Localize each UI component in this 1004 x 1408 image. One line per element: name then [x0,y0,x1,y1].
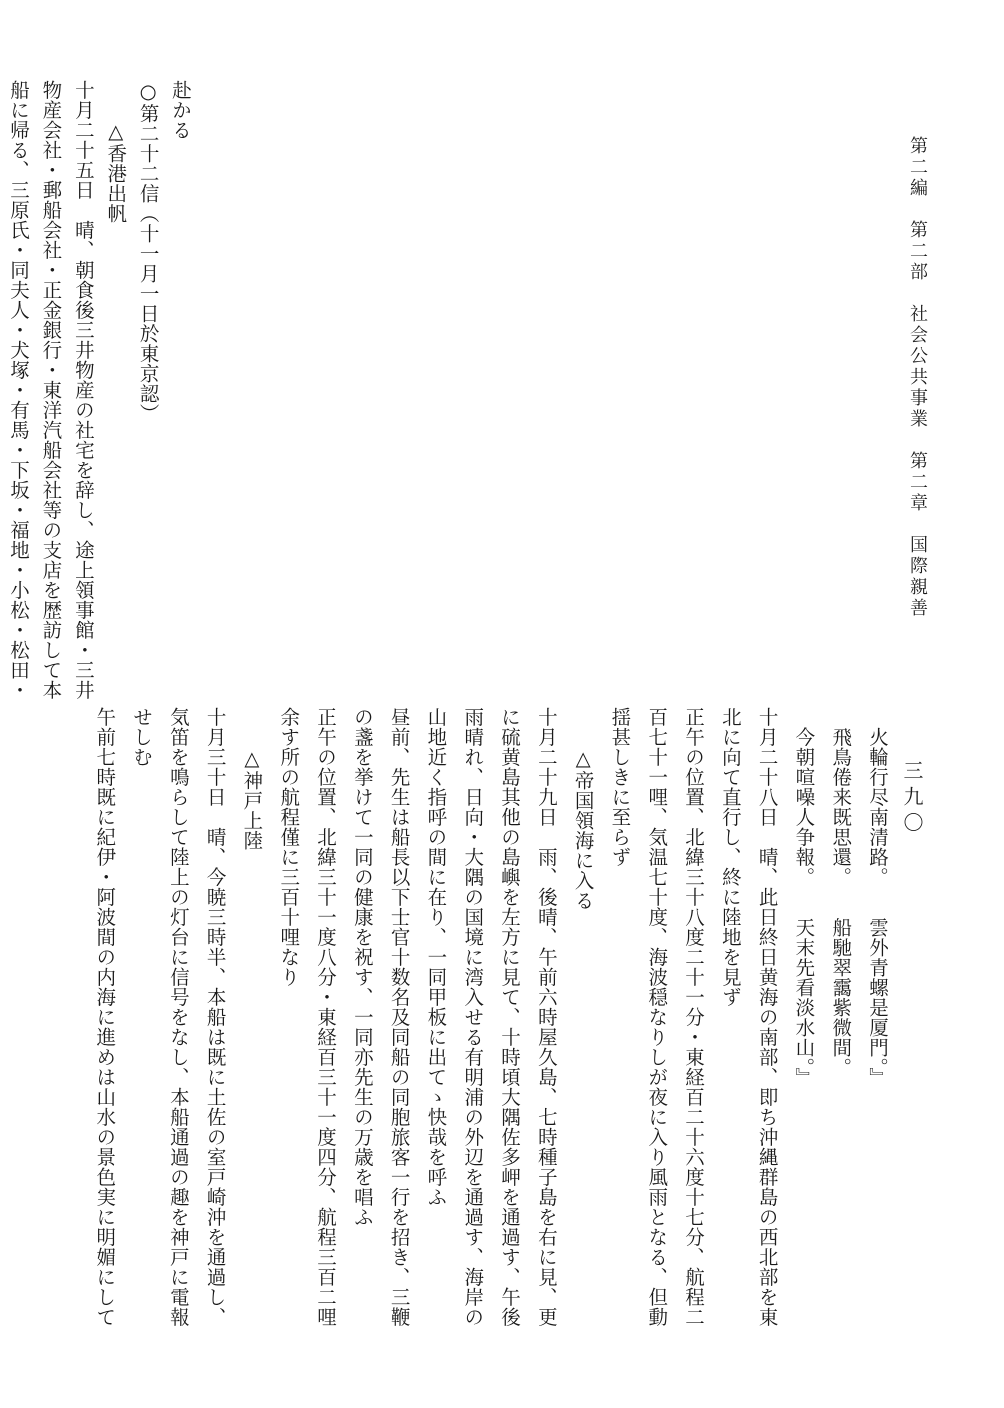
page-number: 三九〇 [900,760,924,838]
lower-text-column: 山地近く指呼の間に在り、一同甲板に出てゝ快哉を呼ふ [424,707,448,1207]
lower-text-column: 正午の位置、北緯三十一度八分・東経百三十一度四分、航程三百二哩 [314,707,337,1327]
lower-text-column: 揺甚しきに至らず [608,707,632,867]
lower-text-column: 気笛を鳴らして陸上の灯台に信号をなし、本船通過の趣を神戸に電報 [166,707,190,1327]
upper-text-column: 船に帰る、三原氏・同夫人・犬塚・有馬・下坂・福地・小松・松田・ [7,80,30,700]
lower-text-column: の盞を挙けて一同の健康を祝す、一同亦先生の万歳を唱ふ [350,707,374,1227]
lower-text-column: △帝国領海に入る [571,707,595,911]
lower-text-column: 雨晴れ、日向・大隅の国境に湾入せる有明浦の外辺を通過す、海岸の [461,707,485,1327]
lower-text-column: 北に向て直行し、終に陸地を見ず [718,707,742,1007]
lower-text-column: 火輪行尽南清路。 雲外青螺是厦門。』 [866,707,889,1088]
lower-text-column: 午前七時既に紀伊・阿波間の内海に進めは山水の景色実に明媚にして [93,707,117,1327]
running-head: 第二編 第二部 社会公共事業 第二章 国際親善 [907,136,928,619]
lower-text-column: 十月二十八日 晴、此日終日黄海の南部、即ち沖縄群島の西北部を東 [755,707,779,1327]
upper-text-column: 十月二十五日 晴、朝食後三井物産の社宅を辞し、途上領事館・三井 [71,80,95,700]
lower-text-column: 十月二十九日 雨、後晴、午前六時屋久島、七時種子島を右に見、更 [534,707,558,1327]
lower-text-column: 飛鳥倦来既思還。 船馳翠靄紫微間。 [829,707,853,1078]
lower-text-column: に硫黄島其他の島嶼を左方に見て、十時頃大隅佐多岬を通過す、午後 [498,707,521,1327]
upper-text-column: ○第二十二信（十一月一日於東京認） [136,80,160,424]
upper-text-column: 物産会社・郵船会社・正金銀行・東洋汽船会社等の支店を歴訪して本 [39,80,63,700]
upper-text-column: △香港出帆 [104,80,128,224]
upper-text-column: 赴かる [169,80,192,140]
lower-text-column: △神戸上陸 [240,707,264,851]
lower-text-column: せしむ [130,707,153,767]
lower-text-column: 正午の位置、北緯三十八度二十一分・東経百二十六度十七分、航程二 [682,707,705,1327]
lower-text-column: 百七十一哩、気温七十度、海波穏なりしが夜に入り風雨となる、但動 [645,707,669,1327]
lower-text-column: 十月三十日 晴、今暁三時半、本船は既に土佐の室戸崎沖を通過し、 [203,707,227,1327]
lower-text-column: 今朝喧噪人争報。 天末先看淡水山。』 [792,707,816,1088]
lower-text-column: 昼前、先生は船長以下士官十数名及同船の同胞旅客一行を招き、三鞭 [387,707,411,1327]
lower-text-column: 余す所の航程僅に三百十哩なり [277,707,301,987]
